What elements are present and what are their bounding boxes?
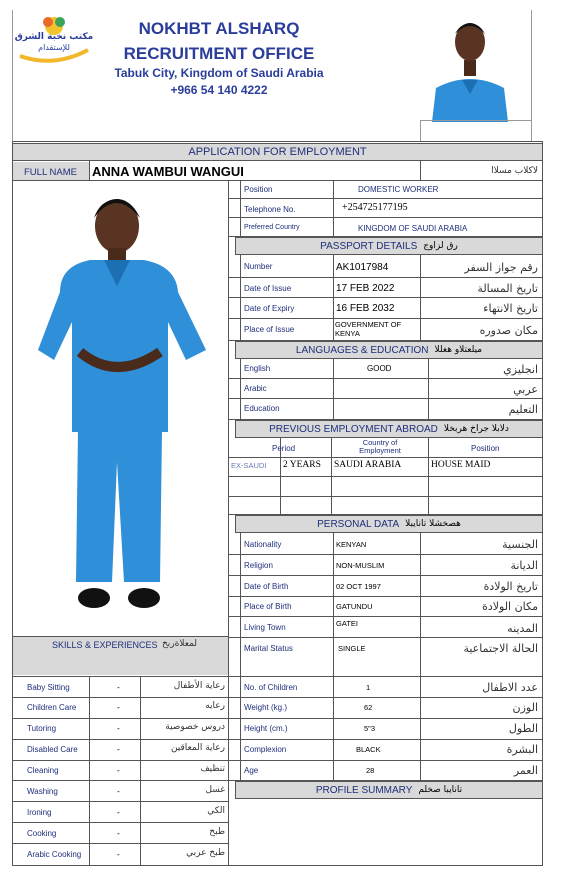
header-photo [420,10,520,122]
full-name-value: ANNA WAMBUI WANGUI [92,164,244,179]
position-value: DOMESTIC WORKER [358,185,439,194]
children-label: No. of Children [244,683,298,692]
logo-arabic-line1: مكتب نخبة الشرق [14,32,94,42]
dob-arabic: تاريخ الولادة [483,580,538,593]
skills-title: SKILLS & EXPERIENCES [52,640,158,650]
english-arabic: انجليزي [503,363,538,376]
skill-value: - [117,807,120,817]
height-arabic: الطول [508,722,538,735]
skill-label: Ironing [27,808,52,817]
skill-value: - [117,765,120,775]
religion-arabic: الديانة [510,559,538,572]
telephone-value: +254725177195 [342,202,408,213]
pob-label: Place of Birth [244,602,292,611]
skill-value: - [117,723,120,733]
weight-value: 62 [364,703,373,712]
preferred-country-label: Preferred Country [244,224,300,231]
employment-period: 2 YEARS [283,460,321,470]
skill-value: - [117,682,120,692]
marital-status-value: SINGLE [338,644,366,653]
employment-title-arabic: دلابلا جراخ هربخلا [443,424,509,434]
living-town-value: GATEI [336,619,358,628]
nationality-arabic: الجنسية [502,538,538,551]
skill-value: - [117,786,120,796]
form-title-text: APPLICATION FOR EMPLOYMENT [188,146,367,158]
languages-title: LANGUAGES & EDUCATION [295,344,429,356]
place-of-issue-arabic: مكان صدوره [479,324,538,337]
full-name-arabic: لاكلاب مسلاا [491,166,538,176]
passport-title: PASSPORT DETAILS [320,240,418,252]
expiry-date-label: Date of Expiry [244,304,295,313]
weight-arabic: الوزن [512,701,538,714]
place-of-issue-label: Place of Issue [244,325,295,334]
personal-title-arabic: هصخشلا تانايبلا [405,519,461,529]
marital-status-arabic: الحالة الاجتماعية [463,642,538,655]
living-town-arabic: المدينه [507,622,538,635]
skill-label: Disabled Care [27,745,78,754]
employment-title: PREVIOUS EMPLOYMENT ABROAD [269,423,438,435]
place-of-issue-value: GOVERNMENT OF KENYA [335,320,402,338]
height-value: 5"3 [364,724,376,733]
arabic-label: Arabic [244,384,267,393]
skill-arabic: دروس خصوصية [165,722,225,732]
company-phone: +966 54 140 4222 [170,83,268,97]
skill-arabic: الكي [207,806,225,816]
personal-title: PERSONAL DATA [317,518,400,530]
dob-value: 02 OCT 1997 [336,582,381,591]
marital-status-label: Marital Status [244,644,293,653]
english-label: English [244,364,271,373]
dob-label: Date of Birth [244,582,289,591]
form-title [12,143,543,161]
children-value: 1 [366,683,371,692]
issue-date-value: 17 FEB 2022 [336,283,395,294]
complexion-arabic: البشرة [506,743,538,756]
age-value: 28 [366,766,375,775]
skill-label: Arabic Cooking [27,850,82,859]
issue-date-label: Date of Issue [244,284,292,293]
preferred-country-value: KINGDOM OF SAUDI ARABIA [358,224,468,233]
employment-band [235,420,543,438]
age-arabic: العمر [513,764,538,777]
skill-arabic: طبخ عربي [186,848,225,858]
skill-arabic: طبخ [209,827,225,837]
english-value: GOOD [367,364,392,373]
skill-value: - [117,828,120,838]
education-arabic: التعليم [508,403,538,416]
skill-arabic: رعاية المعاقين [170,743,225,753]
logo [14,10,94,70]
profile-title: PROFILE SUMMARY [315,784,413,796]
skill-arabic: تنظيف [200,764,225,774]
passport-number-arabic: رقم جواز السفر [464,261,538,274]
position-label: Position [244,185,273,194]
nationality-label: Nationality [244,540,282,549]
religion-value: NON-MUSLIM [336,561,385,570]
languages-title-arabic: ميلعتلاو هغللا [434,345,483,355]
passport-number-value: AK1017984 [336,262,389,273]
issue-date-arabic: تاريخ المسالة [477,282,538,295]
skill-label: Children Care [27,703,77,712]
employment-position: HOUSE MAID [431,460,491,470]
skill-arabic: رعايه [205,701,225,711]
arabic-arabic: عربي [513,383,538,396]
skill-label: Cleaning [27,766,59,775]
expiry-date-value: 16 FEB 2032 [336,303,395,314]
skills-title-arabic: لمعلاةربخ [162,639,198,649]
living-town-label: Living Town [244,623,286,632]
profile-band [235,781,543,799]
pob-value: GATUNDU [336,602,373,611]
skill-label: Cooking [27,829,57,838]
passport-title-arabic: رق لزاوج [423,241,458,251]
passport-number-label: Number [244,262,273,271]
expiry-date-arabic: تاريخ الانتهاء [483,302,538,315]
logo-arabic-line2: للإستقدام [38,43,70,52]
passport-band [235,237,543,255]
education-label: Education [244,404,280,413]
employment-tag: EX-SAUDI [231,461,267,470]
skill-label: Baby Sitting [27,683,70,692]
applicant-photo [20,182,225,622]
skill-arabic: رعاية الأطفال [173,681,225,691]
telephone-label: Telephone No. [244,205,296,214]
skill-value: - [117,702,120,712]
personal-band [235,515,543,533]
pob-arabic: مكان الولادة [482,600,538,613]
skill-value: - [117,849,120,859]
nationality-value: KENYAN [336,540,367,549]
height-label: Height (cm.) [244,724,288,733]
skill-label: Tutoring [27,724,57,733]
company-location: Tabuk City, Kingdom of Saudi Arabia [114,66,324,80]
full-name-label: FULL NAME [24,167,77,178]
religion-label: Religion [244,561,273,570]
skill-arabic: غسل [205,785,225,795]
company-name: NOKHBT ALSHARQ [138,19,300,38]
skill-value: - [117,744,120,754]
employment-header-country: Country of Employment [359,438,401,455]
age-label: Age [244,766,259,775]
skill-label: Washing [27,787,58,796]
complexion-label: Complexion [244,745,287,754]
weight-label: Weight (kg.) [244,703,287,712]
company-subtitle: RECRUITMENT OFFICE [123,44,315,63]
employment-country: SAUDI ARABIA [334,460,402,470]
employment-header-period: Period [272,444,296,453]
employment-header-position: Position [471,444,500,453]
complexion-value: BLACK [356,745,381,754]
languages-band [235,341,543,359]
children-arabic: عدد الاطفال [482,681,538,694]
profile-title-arabic: تانايبا صخلم [418,785,463,795]
